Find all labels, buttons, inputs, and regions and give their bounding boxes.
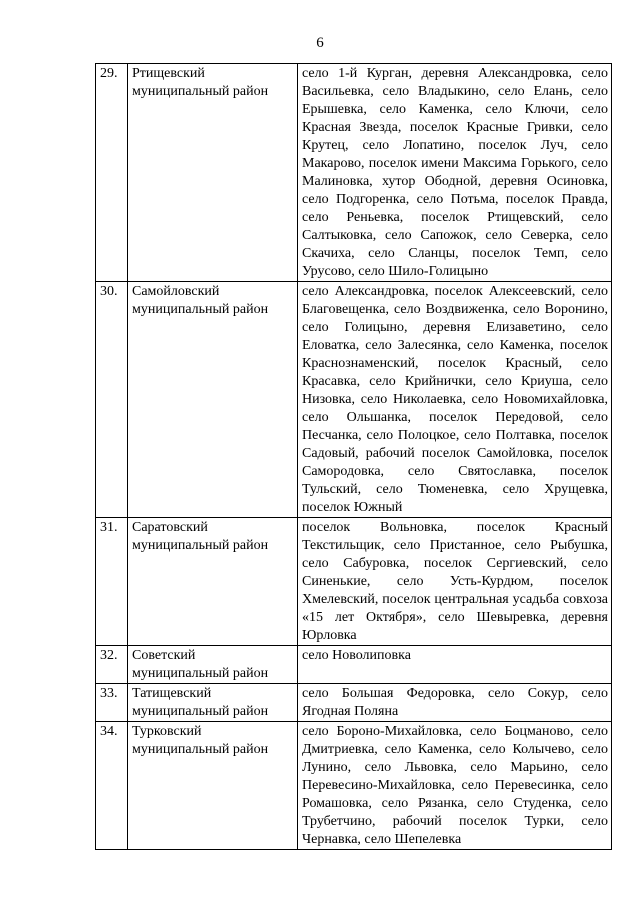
row-number: 34. — [96, 722, 128, 850]
settlements-list: село Новолиповка — [298, 646, 612, 684]
settlements-list: село Большая Федоровка, село Сокур, село Ягодная Поляна — [298, 684, 612, 722]
district-name: Татищевский муниципальный район — [128, 684, 298, 722]
row-number: 31. — [96, 518, 128, 646]
settlements-list: село 1-й Курган, деревня Александровка, село Васильевка, село Владыкино, село Елань, село Ерышевка, село Каменка, село Ключи, село Красная Звезда, поселок Красные Гривки, село Крутец, село Лопатино, поселок Луч, село Макарово, поселок имени Максима Горького, село Малиновка, хутор Ободной, деревня Осиновка, село Подгоренка, село Потьма, поселок Правда, село Реньевка, поселок Ртищевский, село Салтыковка, село Сапожок, село Северка, село Скачиха, село Сланцы, поселок Темп, село Урусово, село Шило-Голицыно — [298, 64, 612, 282]
row-number: 33. — [96, 684, 128, 722]
table-row — [96, 64, 612, 282]
settlements-list: село Александровка, поселок Алексеевский, село Благовещенка, село Воздвиженка, село Воронино, село Голицыно, деревня Елизаветино, село Еловатка, село Залесянка, село Каменка, поселок Краснознаменский, поселок Красный, село Красавка, село Крийнички, село Криуша, село Низовка, село Николаевка, село Новомихайловка, село Ольшанка, поселок Передовой, село Песчанка, село Полоцкое, село Полтавка, поселок Садовый, рабочий поселок Самойловка, поселок Самородовка, село Святославка, поселок Тульский, село Тюменевка, село Хрущевка, поселок Южный — [298, 282, 612, 518]
district-name: Ртищевский муниципальный район — [128, 64, 298, 282]
settlements-list: поселок Вольновка, поселок Красный Текстильщик, село Пристанное, село Рыбушка, село Сабуровка, поселок Сергиевский, село Синенькие, село Усть-Курдюм, поселок Хмелевский, поселок центральная усадьба совхоза «15 лет Октября», село Шевыревка, деревня Юрловка — [298, 518, 612, 646]
district-name: Турковский муниципальный район — [128, 722, 298, 850]
district-name: Советский муниципальный район — [128, 646, 298, 684]
table-row — [96, 282, 612, 518]
table-row — [96, 518, 612, 646]
district-name: Самойловский муниципальный район — [128, 282, 298, 518]
row-number: 29. — [96, 64, 128, 282]
table-row — [96, 684, 612, 722]
table-row — [96, 646, 612, 684]
district-name: Саратовский муниципальный район — [128, 518, 298, 646]
settlements-table — [95, 63, 612, 850]
settlements-list: село Бороно-Михайловка, село Боцманово, село Дмитриевка, село Каменка, село Колычево, село Лунино, село Львовка, село Марьино, село Перевесино-Михайловка, село Перевесинка, село Ромашовка, село Рязанка, село Студенка, село Трубетчино, рабочий поселок Турки, село Чернавка, село Шепелевка — [298, 722, 612, 850]
row-number: 30. — [96, 282, 128, 518]
row-number: 32. — [96, 646, 128, 684]
page-number: 6 — [316, 35, 324, 51]
table-row — [96, 722, 612, 850]
